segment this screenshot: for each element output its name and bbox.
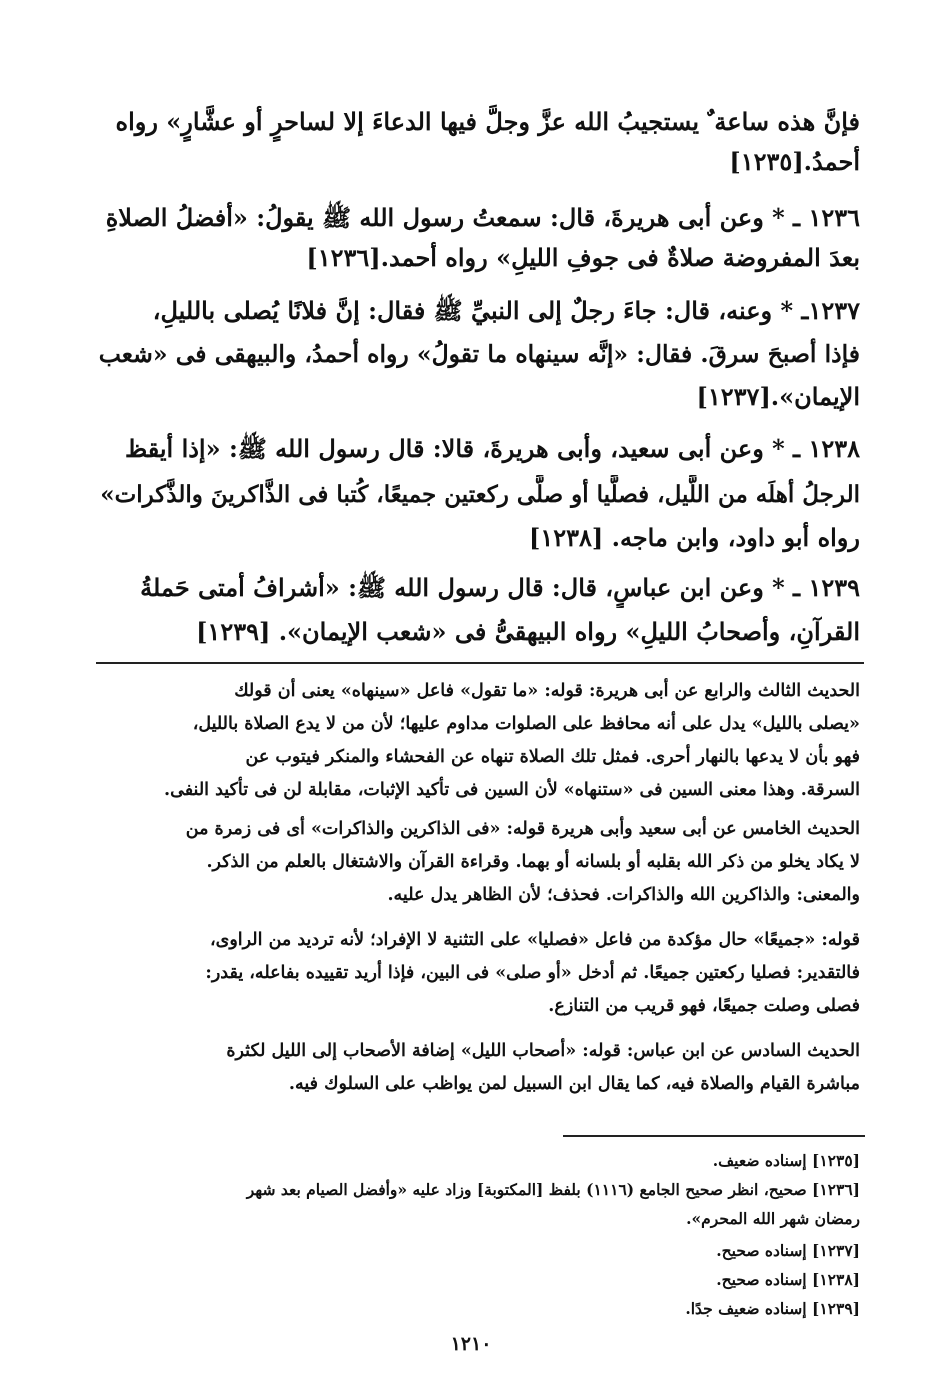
hadith-line: الرجلُ أهلَه من اللَّيل، فصلَّيا أو صلَّى ركعتين جميعًا، كُتبا فى الذَّاكرينَ والذَّكرات» <box>100 481 860 508</box>
commentary-line: قوله: «جميعًا» حال مؤكدة من فاعل «فصليا» على التثنية لا الإفراد؛ لأنه ترديد من الراوى، <box>209 930 860 950</box>
hadith-line: رواه أبو داود، وابن ماجه. [١٢٣٨] <box>528 523 860 552</box>
footnote-line: [١٢٣٥] إسناده ضعيف. <box>712 1151 860 1170</box>
footnote-separator <box>563 1135 865 1137</box>
hadith-line: ١٢٣٧ـ * وعنه، قال: جاءَ رجلٌ إلى النبيِّ ﷺ فقال: إنَّ فلانًا يُصلى بالليلِ، <box>152 296 860 325</box>
separator-rule <box>96 662 864 664</box>
footnote-line: [١٢٣٧] إسناده صحيح. <box>716 1241 860 1260</box>
commentary-line: فصلى وصلت جميعًا، فهو قريب من التنازع. <box>548 996 860 1016</box>
hadith-line: أحمدُ.[١٢٣٥] <box>729 147 860 176</box>
hadith-line: الإيمان».[١٢٣٧] <box>696 382 860 411</box>
commentary-line: «يصلى بالليل» يدل على أنه محافظ على الصلوات مداوم عليها؛ لأن من لا يدع الصلاة بالليل، <box>192 714 860 734</box>
hadith-line: ١٢٣٨ ـ * وعن أبى سعيد، وأبى هريرةَ، قالا: قال رسول الله ﷺ: «إذا أيقظ <box>124 434 860 463</box>
page-number: ١٢١٠ <box>450 1333 492 1355</box>
footnote-line: رمضان شهر الله المحرم». <box>686 1209 860 1228</box>
hadith-line: فإنَّ هذه ساعة ٌ يستجيبُ الله عزَّ وجلَّ فيها الدعاءَ إلا لساحرٍ أو عشَّارٍ» رواه <box>115 107 860 136</box>
commentary-line: فالتقدير: فصليا ركعتين جميعًا. ثم أدخل «أو صلى» فى البين، فإذا أريد تقييده بفاعله، يقدر: <box>205 963 860 983</box>
footnote-line: [١٢٣٩] إسناده ضعيف جدًا. <box>685 1299 860 1318</box>
hadith-line: فإذا أصبحَ سرقَ. فقال: «إنَّه سينهاه ما تقولُ» رواه أحمدُ، والبيهقى فى «شعب <box>98 340 860 368</box>
footnote-line: [١٢٣٨] إسناده صحيح. <box>716 1270 860 1289</box>
commentary-line: والمعنى: والذاكرين الله والذاكرات. فحذف؛ لأن الظاهر يدل عليه. <box>387 885 860 905</box>
commentary-line: الحديث الثالث والرابع عن أبى هريرة: قوله: «ما تقول» فاعل «سينهاه» يعنى أن قولك <box>234 681 860 701</box>
commentary-line: السرقة. وهذا معنى السين فى «ستنهاه» لأن السين فى تأكيد الإثبات، مقابلة لن فى تأكيد النفى. <box>164 780 860 800</box>
commentary-line: الحديث الخامس عن أبى سعيد وأبى هريرة قوله: «فى الذاكرين والذاكرات» أى فى زمرة من <box>185 819 860 839</box>
hadith-line: بعدَ المفروضة صلاةٌ فى جوفِ الليلِ» رواه أحمد.[١٢٣٦] <box>306 243 860 272</box>
commentary-line: لا يكاد يخلو من ذكر الله بقلبه أو بلسانه أو بهما. وقراءة القرآن والاشتغال بالعلم من الذكر. <box>206 852 860 872</box>
footnote-line: [١٢٣٦] صحيح، انظر صحيح الجامع (١١١٦) بلفظ [المكتوبة] وزاد عليه «وأفضل الصيام بعد شهر <box>246 1180 860 1199</box>
commentary-line: الحديث السادس عن ابن عباس: قوله: «أصحاب الليل» إضافة الأصحاب إلى الليل لكثرة <box>226 1041 860 1061</box>
commentary-line: فهو بأن لا يدعها بالنهار أحرى. فمثل تلك الصلاة تنهاه عن الفحشاء والمنكر فيتوب عن <box>245 747 860 767</box>
hadith-line: القرآنِ، وأصحابُ الليلِ» رواه البيهقىُّ فى «شعب الإيمان». [١٢٣٩] <box>196 617 860 646</box>
hadith-line: ١٢٣٩ ـ * وعن ابن عباسٍ، قال: قال رسول الله ﷺ: «أشرافُ أمتى حَملةُ <box>140 573 860 602</box>
commentary-line: مباشرة القيام والصلاة فيه، كما يقال ابن السبيل لمن يواظب على السلوك فيه. <box>288 1074 860 1094</box>
hadith-line: ١٢٣٦ ـ * وعن أبى هريرةَ، قال: سمعتُ رسول الله ﷺ يقولُ: «أفضلُ الصلاةِ <box>105 203 860 232</box>
